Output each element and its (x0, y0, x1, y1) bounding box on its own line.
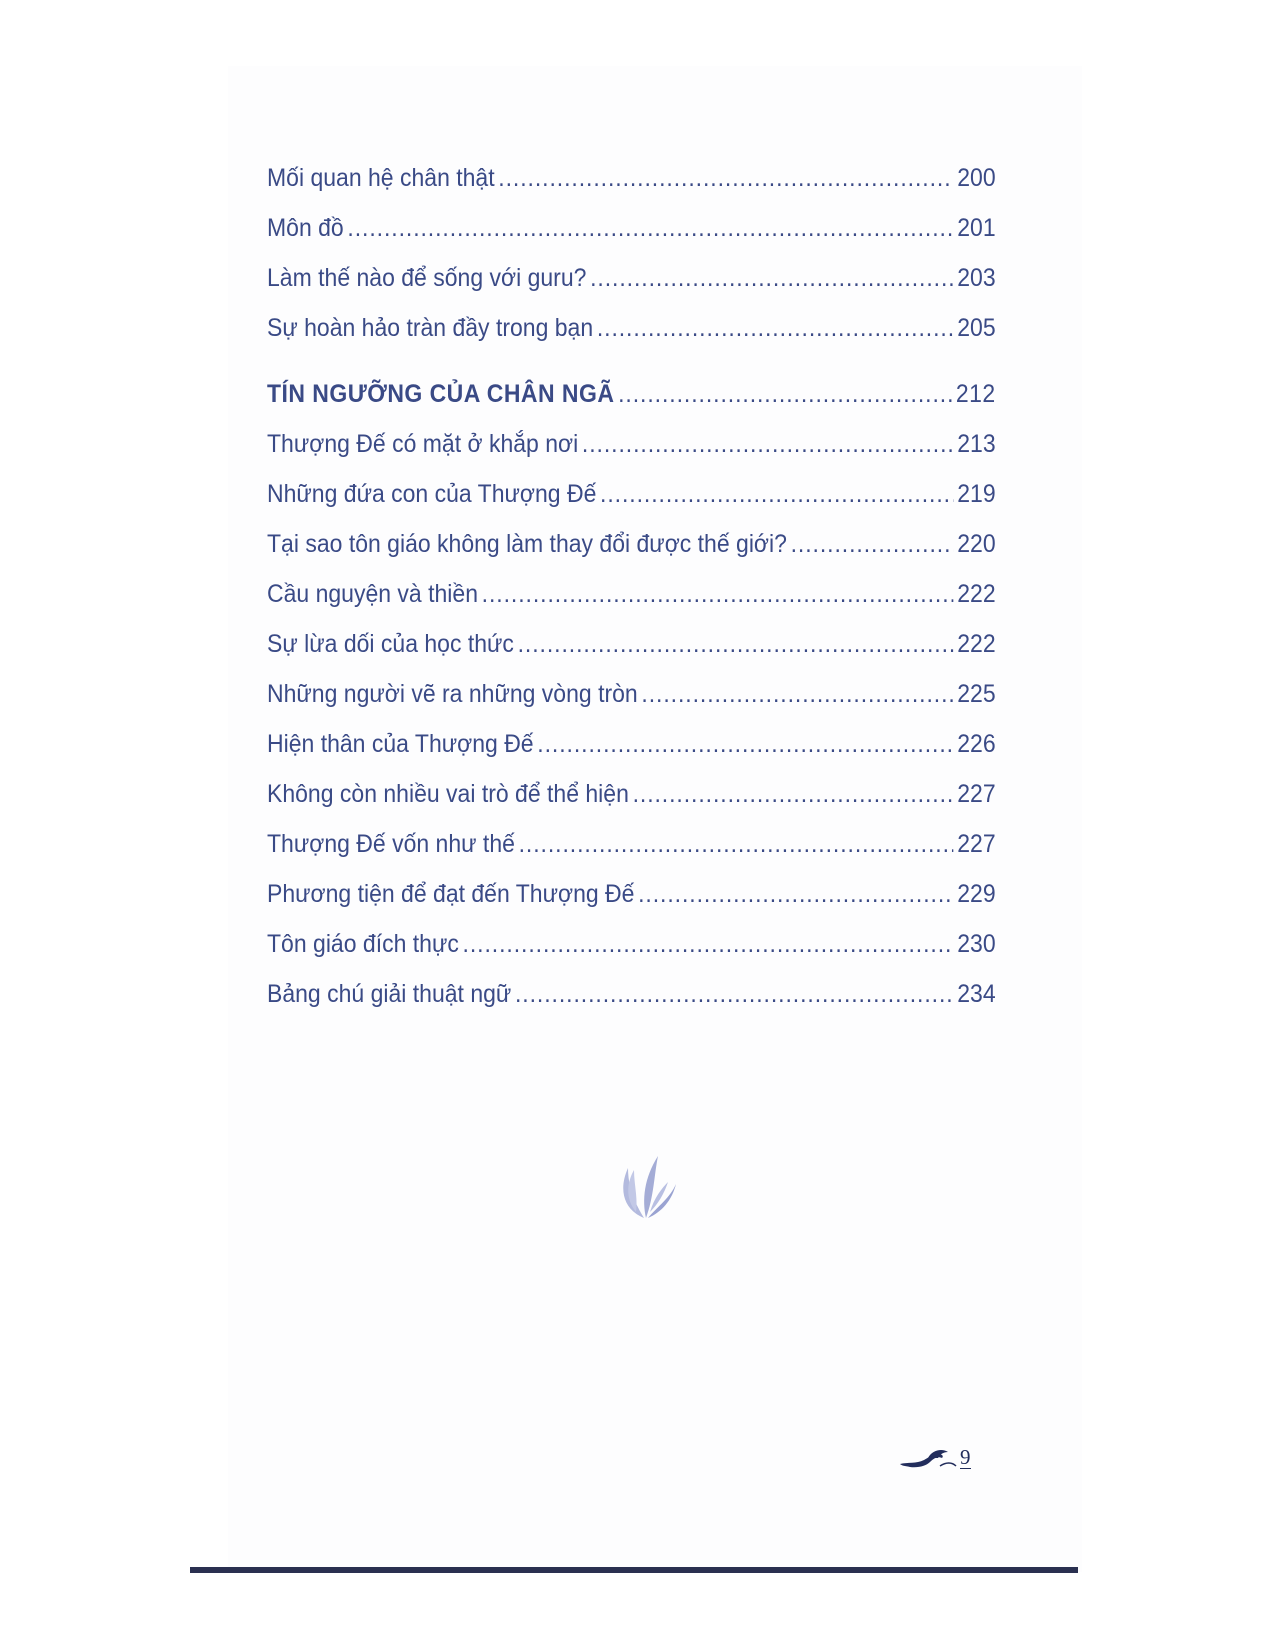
toc-entry-page: 200 (957, 164, 996, 192)
toc-leader-dots (597, 314, 954, 343)
toc-entry (267, 980, 996, 1030)
page-number-block (898, 1444, 988, 1478)
toc-entry-title: Làm thế nào để sống với guru? (267, 264, 587, 292)
toc-leader-dots (638, 880, 953, 909)
bird-flourish-icon (898, 1448, 958, 1472)
toc-entry-page: 230 (957, 930, 996, 958)
toc-leader-dots (518, 630, 954, 659)
toc-entry-page: 220 (957, 530, 996, 558)
toc-entry-title: Tôn giáo đích thực (267, 930, 459, 958)
toc-entry-title: Thượng Đế có mặt ở khắp nơi (267, 430, 579, 458)
toc-leader-dots (537, 730, 953, 759)
toc-entry-page: 227 (957, 830, 996, 858)
toc-leader-dots (633, 780, 954, 809)
toc-entry-title: Mối quan hệ chân thật (267, 164, 495, 192)
toc-entry-page: 222 (957, 580, 996, 608)
toc-entry-title: Tại sao tôn giáo không làm thay đổi được thế giới? (267, 530, 787, 558)
toc-leader-dots (590, 264, 953, 293)
toc-entry-title: Môn đồ (267, 214, 344, 242)
toc-leader-dots (618, 380, 952, 409)
toc-section-page: 212 (955, 380, 996, 408)
page-number: 9 (960, 1445, 971, 1469)
toc-entry-title: Cầu nguyện và thiền (267, 580, 478, 608)
toc-entry-title: Không còn nhiều vai trò để thể hiện (267, 780, 629, 808)
toc-entry (267, 580, 996, 630)
toc-entry (267, 680, 996, 730)
toc-leader-dots (347, 214, 953, 243)
toc-section-title: TÍN NGƯỠNG CỦA CHÂN NGÃ (267, 380, 615, 408)
toc-section-heading (267, 380, 996, 430)
toc-leader-dots (515, 980, 954, 1009)
toc-entry-page: 222 (957, 630, 996, 658)
toc-entry-page: 225 (957, 680, 996, 708)
toc-entry-page: 219 (957, 480, 996, 508)
toc-leader-dots (600, 480, 954, 509)
toc-entry (267, 830, 996, 880)
toc-entry-title: Bảng chú giải thuật ngữ (267, 980, 512, 1008)
toc-leader-dots (463, 930, 954, 959)
toc-entry (267, 314, 996, 364)
toc-entry (267, 214, 996, 264)
toc-entry (267, 430, 996, 480)
toc-leader-dots (641, 680, 953, 709)
toc-leader-dots (498, 164, 953, 193)
toc-entry (267, 630, 996, 680)
toc-entry-title: Thượng Đế vốn như thế (267, 830, 515, 858)
toc-entry-page: 226 (957, 730, 996, 758)
lotus-flame-icon (614, 1150, 680, 1222)
toc-entry-page: 229 (957, 880, 996, 908)
toc-entry (267, 480, 996, 530)
toc-leader-dots (482, 580, 954, 609)
toc-entry-page: 213 (957, 430, 996, 458)
bottom-edge-rule (190, 1567, 1078, 1573)
toc-entry-title: Hiện thân của Thượng Đế (267, 730, 534, 758)
toc-entry (267, 780, 996, 830)
table-of-contents (267, 164, 995, 1030)
toc-entry (267, 880, 996, 930)
toc-leader-dots (519, 830, 954, 859)
toc-entry (267, 530, 996, 580)
toc-entry-page: 205 (957, 314, 996, 342)
toc-leader-dots (582, 430, 954, 459)
toc-entry (267, 730, 996, 780)
toc-leader-dots (791, 530, 954, 559)
toc-entry-page: 227 (957, 780, 996, 808)
toc-entry-title: Sự lừa dối của học thức (267, 630, 514, 658)
toc-entry-page: 234 (957, 980, 996, 1008)
toc-entry (267, 264, 996, 314)
toc-entry-title: Những người vẽ ra những vòng tròn (267, 680, 638, 708)
toc-entry-title: Phương tiện để đạt đến Thượng Đế (267, 880, 635, 908)
toc-entry-title: Sự hoàn hảo tràn đầy trong bạn (267, 314, 594, 342)
toc-entry (267, 930, 996, 980)
toc-entry-page: 201 (957, 214, 996, 242)
toc-entry-page: 203 (957, 264, 996, 292)
toc-entry-title: Những đứa con của Thượng Đế (267, 480, 597, 508)
toc-entry (267, 164, 996, 214)
